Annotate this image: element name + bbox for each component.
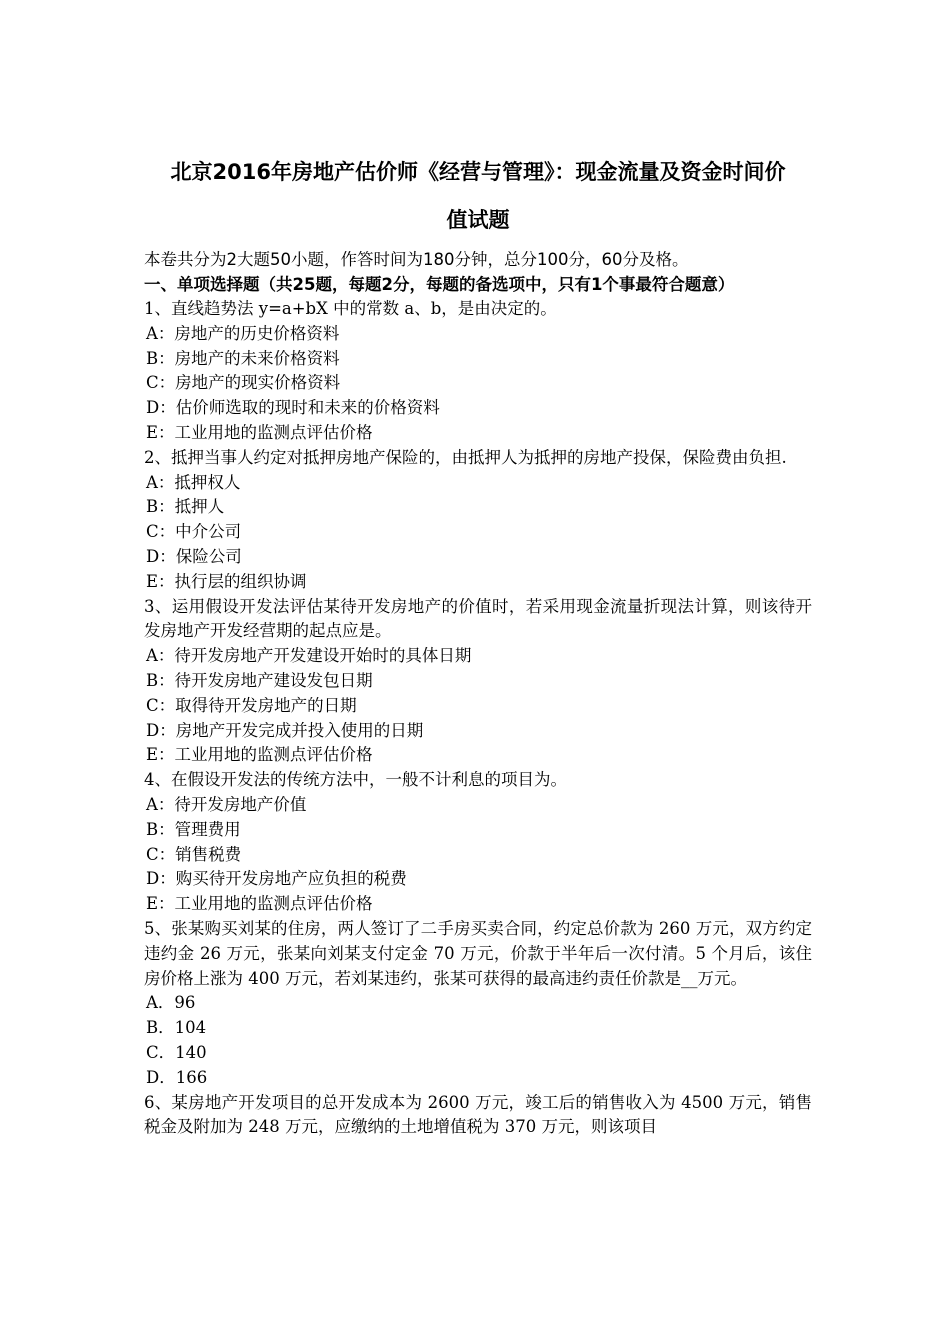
option-c: C：销售税费	[146, 844, 242, 864]
option-b: B：待开发房地产建设发包日期	[146, 670, 373, 690]
title-line-2: 值试题	[446, 208, 510, 232]
option-d: D：房地产开发完成并投入使用的日期	[146, 720, 424, 740]
option-d: D：估价师选取的现时和未来的价格资料	[146, 398, 440, 418]
option-c: C：中介公司	[146, 522, 242, 542]
option-e: E：工业用地的监测点评估价格	[146, 745, 373, 765]
question-6	[144, 1091, 812, 1141]
option-c: C．140	[146, 1042, 207, 1062]
option-b: B：管理费用	[146, 819, 241, 839]
document-title	[144, 148, 812, 244]
option-b: B．104	[146, 1018, 207, 1038]
question-stem: 6、某房地产开发项目的总开发成本为 2600 万元，竣工后的销售收入为 4500 万元，销售税金及附加为 248 万元，应缴纳的土地增值税为 370 万元，则该项目	[144, 1092, 812, 1137]
question-4	[144, 768, 812, 917]
option-e: E：工业用地的监测点评估价格	[146, 422, 373, 442]
option-b: B：房地产的未来价格资料	[146, 348, 340, 368]
option-d: D：购买待开发房地产应负担的税费	[146, 869, 407, 889]
question-stem: 2、抵押当事人约定对抵押房地产保险的，由抵押人为抵押的房地产投保，保险费由负担.	[144, 447, 787, 467]
question-stem: 3、运用假设开发法评估某待开发房地产的价值时，若采用现金流量折现法计算，则该待开发房地产开发经营期的起点应是。	[144, 596, 812, 641]
document-page	[144, 148, 812, 1140]
title-line-1: 北京2016年房地产估价师《经营与管理》：现金流量及资金时间价	[170, 160, 786, 184]
option-d: D：保险公司	[146, 546, 242, 566]
option-e: E：执行层的组织协调	[146, 571, 307, 591]
option-a: A：待开发房地产价值	[146, 794, 307, 814]
question-stem: 4、在假设开发法的传统方法中，一般不计利息的项目为。	[144, 770, 567, 790]
question-5	[144, 917, 812, 1091]
option-a: A．96	[146, 993, 196, 1013]
question-stem: 1、直线趋势法 y=a+bX 中的常数 a、b，是由决定的。	[144, 299, 557, 318]
question-3	[144, 595, 812, 769]
question-2	[144, 446, 812, 595]
section-title-single-choice: 一、单项选择题（共25题，每题2分，每题的备选项中，只有1个事最符合题意）	[144, 274, 735, 294]
option-c: C：取得待开发房地产的日期	[146, 695, 357, 715]
question-list	[144, 297, 812, 1140]
option-a: A：抵押权人	[146, 472, 241, 492]
question-stem: 5、张某购买刘某的住房，两人签订了二手房买卖合同，约定总价款为 260 万元，双方约定违约金 26 万元，张某向刘某支付定金 70 万元，价款于半年后一次付清。5 个月后，该住房价格上涨为 400 万元，若刘某违约，张某可获得的最高违约责任价款是__万元。	[144, 918, 812, 988]
question-1	[144, 297, 812, 446]
option-b: B：抵押人	[146, 497, 225, 517]
exam-intro: 本卷共分为2大题50小题，作答时间为180分钟，总分100分，60分及格。	[144, 250, 689, 269]
option-c: C：房地产的现实价格资料	[146, 373, 341, 393]
option-a: A：房地产的历史价格资料	[146, 323, 340, 343]
option-e: E：工业用地的监测点评估价格	[146, 894, 373, 914]
option-d: D．166	[146, 1067, 208, 1087]
option-a: A：待开发房地产开发建设开始时的具体日期	[146, 646, 472, 666]
